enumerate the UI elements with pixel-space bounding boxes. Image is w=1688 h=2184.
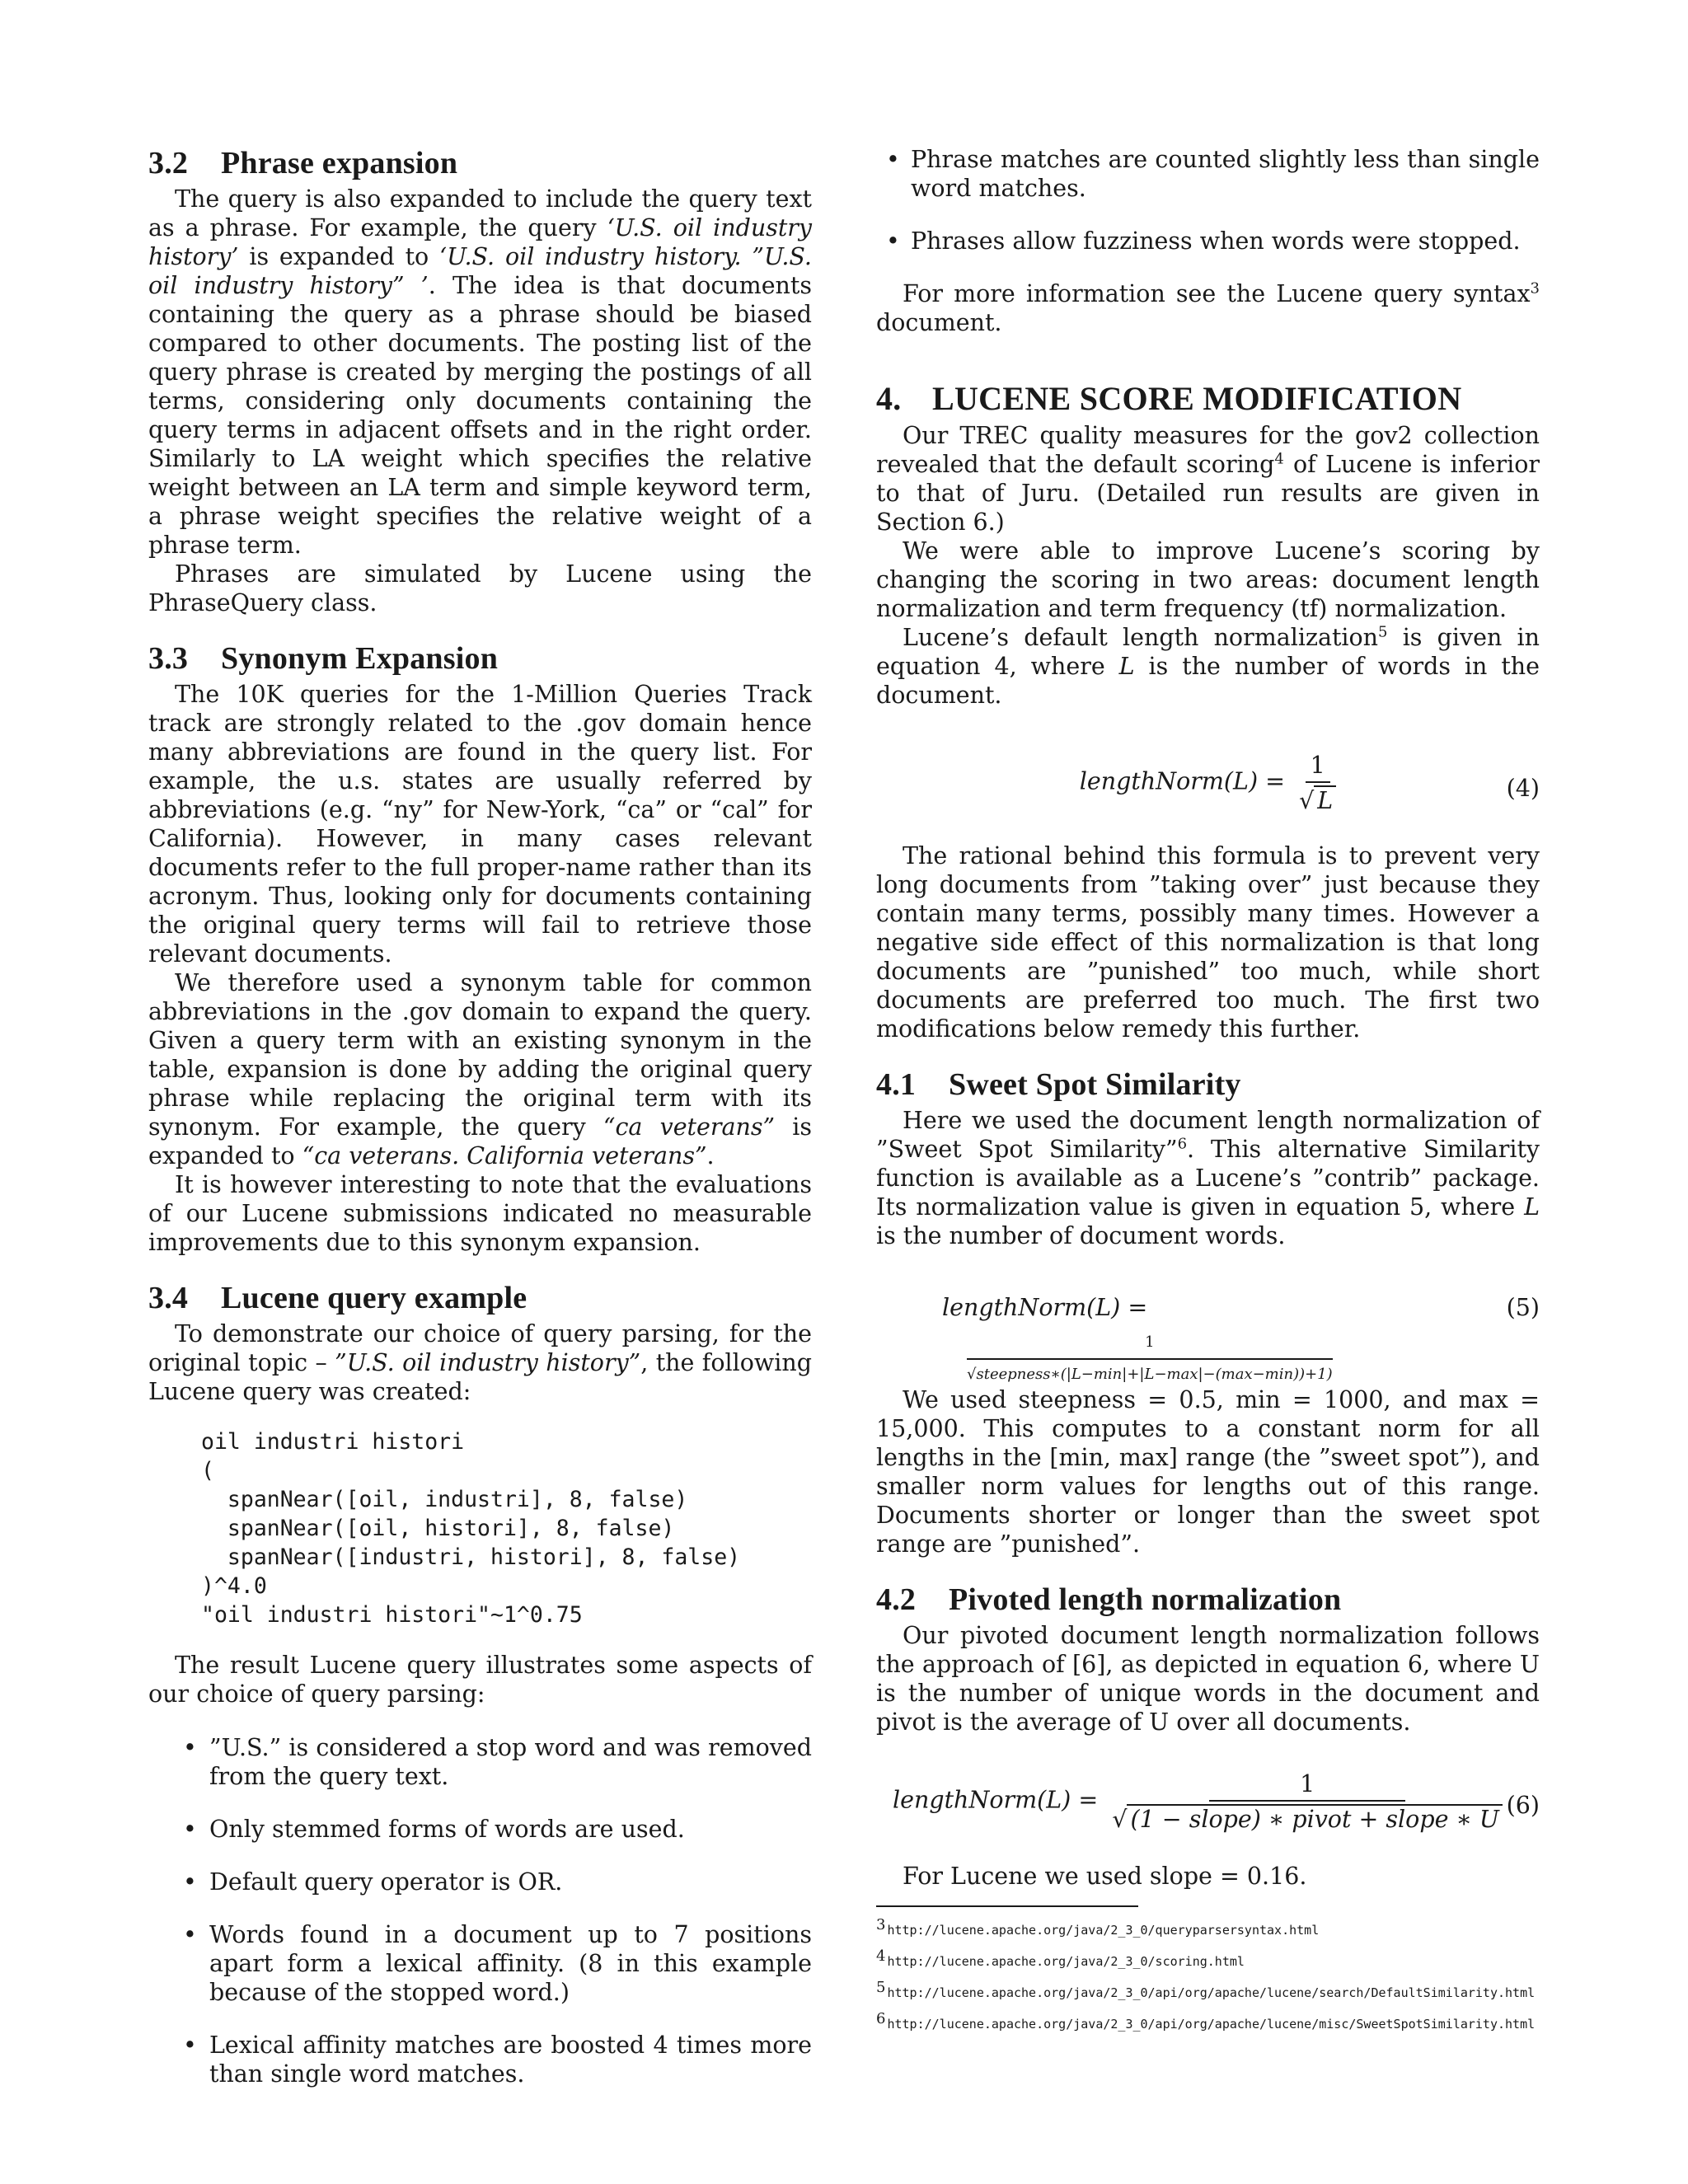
- list-item: • Phrase matches are counted slightly less than single word matches.: [876, 145, 1540, 203]
- list-item: • ”U.S.” is considered a stop word and was removed from the query text.: [148, 1733, 812, 1791]
- right-column: [876, 145, 1540, 2037]
- paragraph: The rational behind this formula is to prevent very long documents from ”taking over” just because they contain many terms, possibly many times. However a negative side effect of this normalization is that long documents are ”punished” too much, while short documents are preferred too much. The first two modifications below remedy this further.: [876, 842, 1540, 1043]
- equation-6: lengthNorm(L) = $\frac{1}{\text{√ (1 − slope) ∗ pivot + slope ∗ U}}$ (6): [893, 1770, 1540, 1833]
- list-item: • Phrases allow fuzziness when words were stopped.: [876, 227, 1540, 255]
- paragraph: The 10K queries for the 1-Million Queries Track track are strongly related to the .gov domain hence many abbreviations are found in the query list. For example, the u.s. states are usually referred by abbreviations (e.g. “ny” for New-York, “ca” or “cal” for California). However, in many cases relevant documents refer to the full proper-name rather than its acronym. Thus, looking only for documents containing the original query terms will fail to retrieve those relevant documents.: [148, 681, 812, 968]
- paragraph: The result Lucene query illustrates some aspects of our choice of query parsing:: [148, 1652, 812, 1708]
- footnote-rule: [876, 1905, 1138, 1907]
- section-heading: 3.2 Phrase expansion: [148, 146, 458, 180]
- left-column: [148, 145, 812, 2112]
- section-heading: 4.1 Sweet Spot Similarity: [876, 1067, 1241, 1102]
- paragraph: For Lucene we used slope = 0.16.: [903, 1863, 1307, 1890]
- footnotes: [876, 1912, 1540, 2037]
- paragraph: Our pivoted document length normalization follows the approach of [6], as depicted in equation 6, where U is the number of unique words in the document and pivot is the average of U over all documents.: [876, 1622, 1540, 1736]
- bullet-list: [148, 1733, 812, 2088]
- footnote: 3 http://lucene.apache.org/java/2_3_0/queryparsersyntax.html: [876, 1916, 1320, 1938]
- section-heading: 4.2 Pivoted length normalization: [876, 1582, 1342, 1617]
- paragraph: For more information see the Lucene query syntax$^3$ document.: [876, 279, 1540, 336]
- section-4-1: [876, 1066, 1540, 1558]
- footnote-link[interactable]: http://lucene.apache.org/java/2_3_0/queryparsersyntax.html: [887, 1923, 1320, 1938]
- paragraph: Here we used the document length normalization of ”Sweet Spot Similarity”$^6$. This alternative Similarity function is available as a Lucene’s ”contrib” package. Its normalization value is given in equation 5, where L is the number of document words.: [876, 1107, 1540, 1249]
- section-heading: 4. LUCENE SCORE MODIFICATION: [876, 380, 1462, 417]
- section-3-4: [148, 1280, 812, 2088]
- section-3-2: [148, 145, 812, 617]
- paragraph: We were able to improve Lucene’s scoring by changing the scoring in two areas: document length normalization and term frequency (tf) normalization.: [876, 537, 1540, 622]
- section-heading: 3.4 Lucene query example: [148, 1281, 528, 1315]
- paragraph: Lucene’s default length normalization$^5$ is given in equation 4, where L is the number of words in the document.: [876, 623, 1540, 709]
- footnote: 4 http://lucene.apache.org/java/2_3_0/scoring.html: [876, 1947, 1245, 1969]
- list-item: • Lexical affinity matches are boosted 4 times more than single word matches.: [148, 2031, 812, 2088]
- footnote: 6 http://lucene.apache.org/java/2_3_0/api/org/apache/lucene/misc/SweetSpotSimilarity.html: [876, 2010, 1536, 2032]
- paragraph: Phrases are simulated by Lucene using the PhraseQuery class.: [148, 560, 812, 616]
- section-3-3: [148, 640, 812, 1257]
- paragraph: We used steepness = 0.5, min = 1000, and max = 15,000. This computes to a constant norm for all lengths in the [min, max] range (the ”sweet spot”), and smaller norm values for lengths out of this range. Documents shorter or longer than the sweet spot range are ”punished”.: [876, 1386, 1540, 1558]
- footnote-link[interactable]: http://lucene.apache.org/java/2_3_0/api/org/apache/lucene/search/DefaultSimilarity.html: [887, 1985, 1536, 2000]
- list-item: • Default query operator is OR.: [148, 1868, 812, 1896]
- section-4-2: [876, 1582, 1540, 1891]
- footnote-link[interactable]: http://lucene.apache.org/java/2_3_0/scoring.html: [887, 1954, 1245, 1969]
- equation-4: lengthNorm(L) = $\frac{1}{√ L}$ (4): [1079, 752, 1540, 814]
- paragraph: We therefore used a synonym table for common abbreviations in the .gov domain to expand the query. Given a query term with an existing synonym in the table, expansion is done by adding the original query phrase while replacing the original term with its synonym. For example, the query “ca veterans” is expanded to “ca veterans. California veterans”.: [148, 969, 812, 1169]
- section-4: [876, 380, 1540, 1043]
- list-item: • Words found in a document up to 7 positions apart form a lexical affinity. (8 in this example because of the stopped word.): [148, 1920, 812, 2007]
- equation-5: lengthNorm(L) = (5) 1 √steepness∗(|L−min|+|L−max|−(max−min))+1): [942, 1294, 1540, 1383]
- code-block: oil industri histori ( spanNear([oil, industri], 8, false) spanNear([oil, histori], 8, false) spanNear([industri, histori], 8, false) )^4.0 "oil industri histori"~1^0.75: [201, 1429, 741, 1628]
- footnote: 5 http://lucene.apache.org/java/2_3_0/api/org/apache/lucene/search/DefaultSimilarity.html: [876, 1979, 1536, 2000]
- bullet-list: [876, 145, 1540, 255]
- list-item: • Only stemmed forms of words are used.: [148, 1815, 812, 1844]
- paragraph: The query is also expanded to include the query text as a phrase. For example, the query ‘U.S. oil industry history’ is expanded to ‘U.S. oil industry history. ”U.S. oil industry history” ’. The idea is that documents containing the query as a phrase should be biased compared to other documents. The posting list of the query phrase is created by merging the postings of all terms, considering only documents containing the query terms in adjacent offsets and in the right order. Similarly to LA weight which specifies the relative weight between an LA term and simple keyword term, a phrase weight specifies the relative weight of a phrase term.: [148, 185, 812, 559]
- paragraph: To demonstrate our choice of query parsing, for the original topic – ”U.S. oil industry history”, the following Lucene query was created:: [148, 1320, 813, 1405]
- footnote-link[interactable]: http://lucene.apache.org/java/2_3_0/api/org/apache/lucene/misc/SweetSpotSimilarity.html: [887, 2017, 1536, 2032]
- paragraph: Our TREC quality measures for the gov2 collection revealed that the default scoring$^4$ of Lucene is inferior to that of Juru. (Detailed run results are given in Section 6.): [876, 422, 1540, 536]
- paragraph: It is however interesting to note that the evaluations of our Lucene submissions indicated no measurable improvements due to this synonym expansion.: [148, 1171, 812, 1256]
- section-heading: 3.3 Synonym Expansion: [148, 641, 499, 676]
